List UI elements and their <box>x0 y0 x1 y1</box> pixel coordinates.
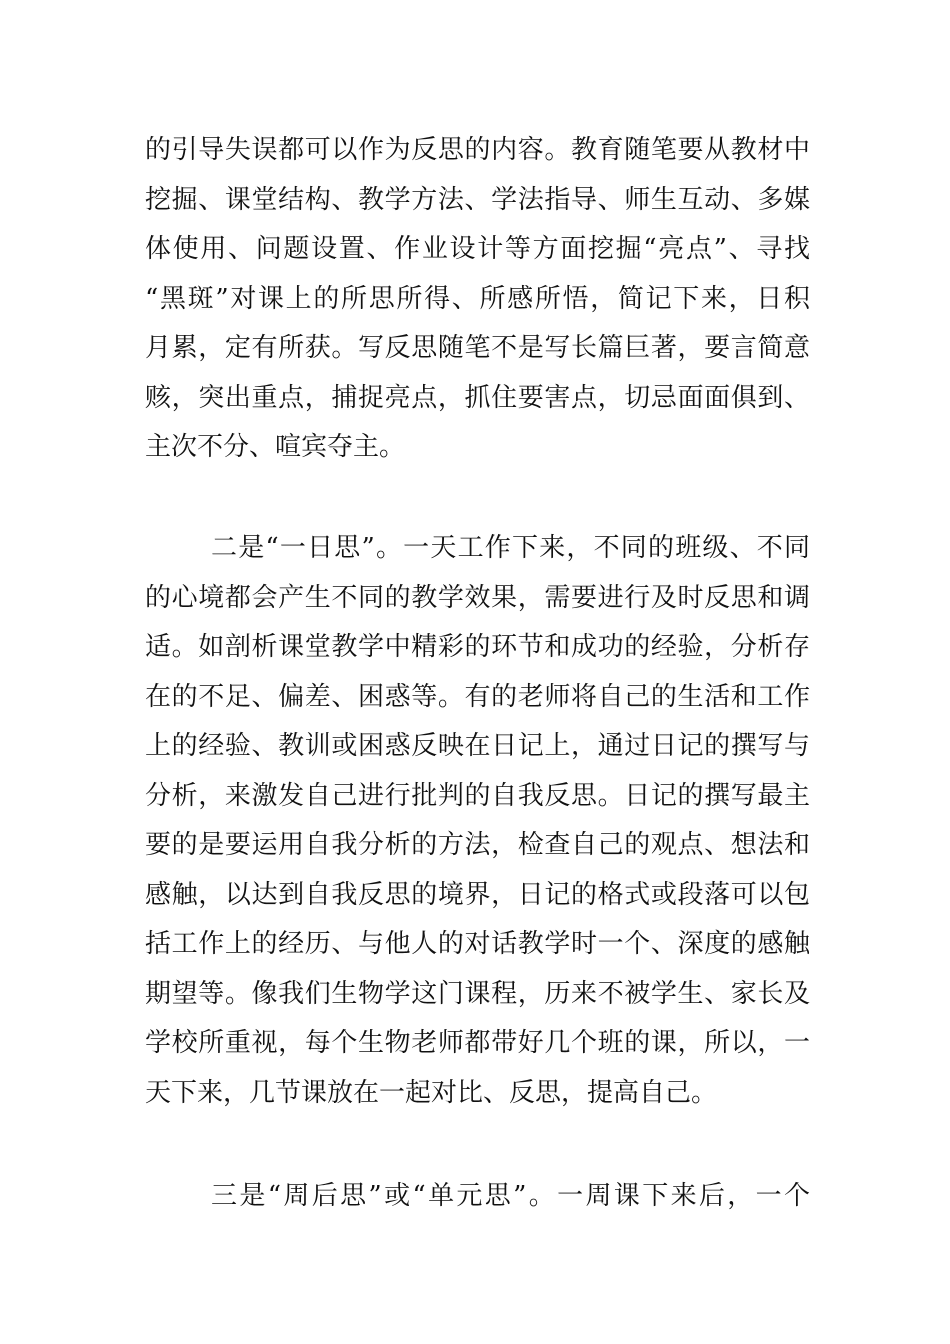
text-line: 在的不足、偏差、困惑等。有的老师将自己的生活和工作 <box>145 681 810 712</box>
text-line: 赅，突出重点，捕捉亮点，抓住要害点，切忌面面俱到、 <box>145 382 810 413</box>
text-line: 的引导失误都可以作为反思的内容。教育随笔要从教材中 <box>145 135 810 165</box>
paragraph-reflection-essay <box>145 126 810 473</box>
text-line: 上的经验、教训或困惑反映在日记上，通过日记的撰写与 <box>145 731 810 761</box>
text-line: 主次不分、喧宾夺主。 <box>145 432 406 462</box>
text-line: 括工作上的经历、与他人的对话教学时一个、深度的感触 <box>145 929 810 959</box>
text-line: “黑斑”对课上的所思所得、所感所悟，简记下来，日积 <box>145 283 810 314</box>
text-line: 分析，来激发自己进行批判的自我反思。日记的撰写最主 <box>145 780 810 811</box>
text-line: 挖掘、课堂结构、教学方法、学法指导、师生互动、多媒 <box>145 184 810 215</box>
text-line: 期望等。像我们生物学这门课程，历来不被学生、家长及 <box>145 978 810 1009</box>
text-line: 的心境都会产生不同的教学效果，需要进行及时反思和调 <box>145 582 810 613</box>
text-line: 月累，定有所获。写反思随笔不是写长篇巨著，要言简意 <box>145 333 810 363</box>
text-line: 三是“周后思”或“单元思”。一周课下来后，一个 <box>211 1181 810 1211</box>
paragraph-daily-reflection <box>145 524 810 1118</box>
text-line: 学校所重视，每个生物老师都带好几个班的课，所以，一 <box>145 1028 810 1058</box>
text-line: 二是“一日思”。一天工作下来，不同的班级、不同 <box>211 533 810 563</box>
text-line: 适。如剖析课堂教学中精彩的环节和成功的经验，分析存 <box>145 632 810 662</box>
text-line: 体使用、问题设置、作业设计等方面挖掘“亮点”、寻找 <box>145 234 810 264</box>
text-line: 感触，以达到自我反思的境界，日记的格式或段落可以包 <box>145 879 810 910</box>
text-line: 要的是要运用自我分析的方法，检查自己的观点、想法和 <box>145 830 810 860</box>
text-line: 天下来，几节课放在一起对比、反思，提高自己。 <box>145 1077 718 1108</box>
paragraph-weekly-reflection <box>145 1172 810 1222</box>
